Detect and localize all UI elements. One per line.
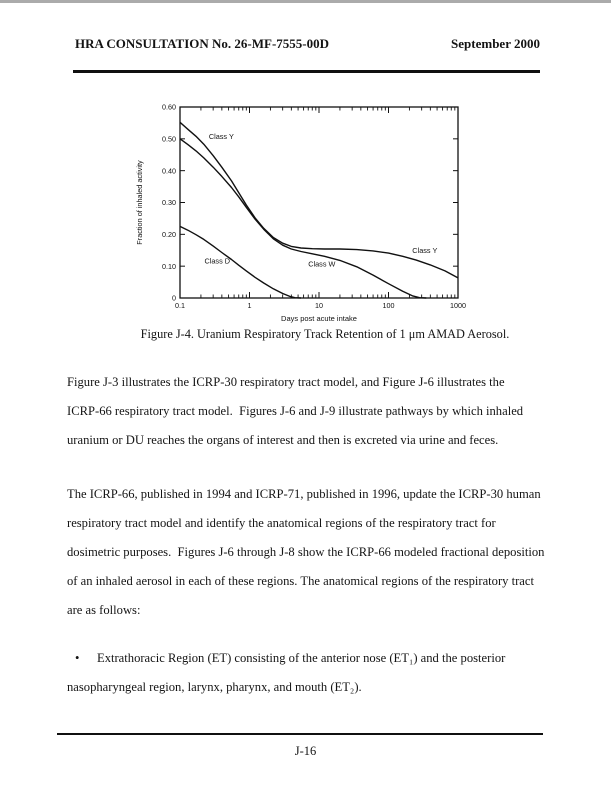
- text-line: are as follows:: [67, 603, 141, 617]
- text-line: ICRP-66 respiratory tract model. Figures J-6 and J-9 illustrate pathways by which inhaled: [67, 404, 524, 418]
- curve-label: Class D: [204, 256, 231, 266]
- y-axis-title: Fraction of inhaled activity: [135, 160, 144, 245]
- figure-caption: Figure J-4. Uranium Respiratory Track Retention of 1 μm AMAD Aerosol.: [140, 327, 510, 341]
- curve-class-w: [180, 139, 426, 298]
- curve-label: Class Y: [208, 132, 234, 142]
- y-tick-label: 0: [172, 293, 176, 303]
- scan-edge-artifact: [0, 0, 611, 3]
- footer-rule: [57, 733, 543, 735]
- x-tick-label: 1: [247, 301, 252, 310]
- figure-j4-chart: [130, 85, 490, 335]
- text-line: The ICRP-66, published in 1994 and ICRP-71, published in 1996, update the ICRP-30 human: [67, 487, 541, 501]
- text-line: dosimetric purposes. Figures J-6 through J-8 show the ICRP-66 modeled fractional deposition: [67, 545, 545, 559]
- y-tick-label: 0.20: [162, 229, 176, 239]
- x-tick-label: 0.1: [175, 301, 185, 310]
- curve-class-d: [180, 226, 301, 298]
- x-tick-label: 1000: [450, 301, 466, 310]
- curve-label: Class Y: [412, 245, 438, 255]
- y-tick-label: 0.30: [162, 198, 176, 208]
- footer-page-number: J-16: [294, 744, 317, 758]
- bullet-text-2: nasopharyngeal region, larynx, pharynx, and mouth (ET₂).: [67, 680, 362, 694]
- bullet-line-1: [67, 644, 505, 673]
- text-line: respiratory tract model and identify the anatomical regions of the respiratory tract for: [67, 516, 496, 530]
- text-line: of an inhaled aerosol in each of these regions. The anatomical regions of the respiratory tract: [67, 574, 534, 588]
- header-document-number: HRA CONSULTATION No. 26-MF-7555-00D: [75, 36, 329, 51]
- paragraph-figure-references: [67, 368, 523, 455]
- y-tick-label: 0.40: [162, 166, 176, 176]
- bullet-marker: •: [75, 651, 80, 665]
- retention-chart-svg: [130, 85, 490, 335]
- bullet-extrathoracic-region: [67, 644, 505, 702]
- y-tick-label: 0.50: [162, 134, 176, 144]
- text-line: Figure J-3 illustrates the ICRP-30 respiratory tract model, and Figure J-6 illustrates the: [67, 375, 505, 389]
- paragraph-icrp-models: [67, 480, 544, 625]
- bullet-text-1: Extrathoracic Region (ET) consisting of the anterior nose (ET₁) and the posterior: [97, 651, 506, 665]
- header-rule: [73, 70, 540, 73]
- text-line: uranium or DU reaches the organs of interest and then is excreted via urine and feces.: [67, 433, 499, 447]
- y-tick-label: 0.10: [162, 261, 176, 271]
- x-tick-label: 10: [315, 301, 323, 310]
- x-tick-label: 100: [382, 301, 395, 310]
- x-axis-title: Days post acute intake: [281, 314, 357, 323]
- curve-label: Class W: [308, 259, 336, 269]
- y-tick-label: 0.60: [162, 102, 176, 112]
- header-date: September 2000: [451, 36, 540, 51]
